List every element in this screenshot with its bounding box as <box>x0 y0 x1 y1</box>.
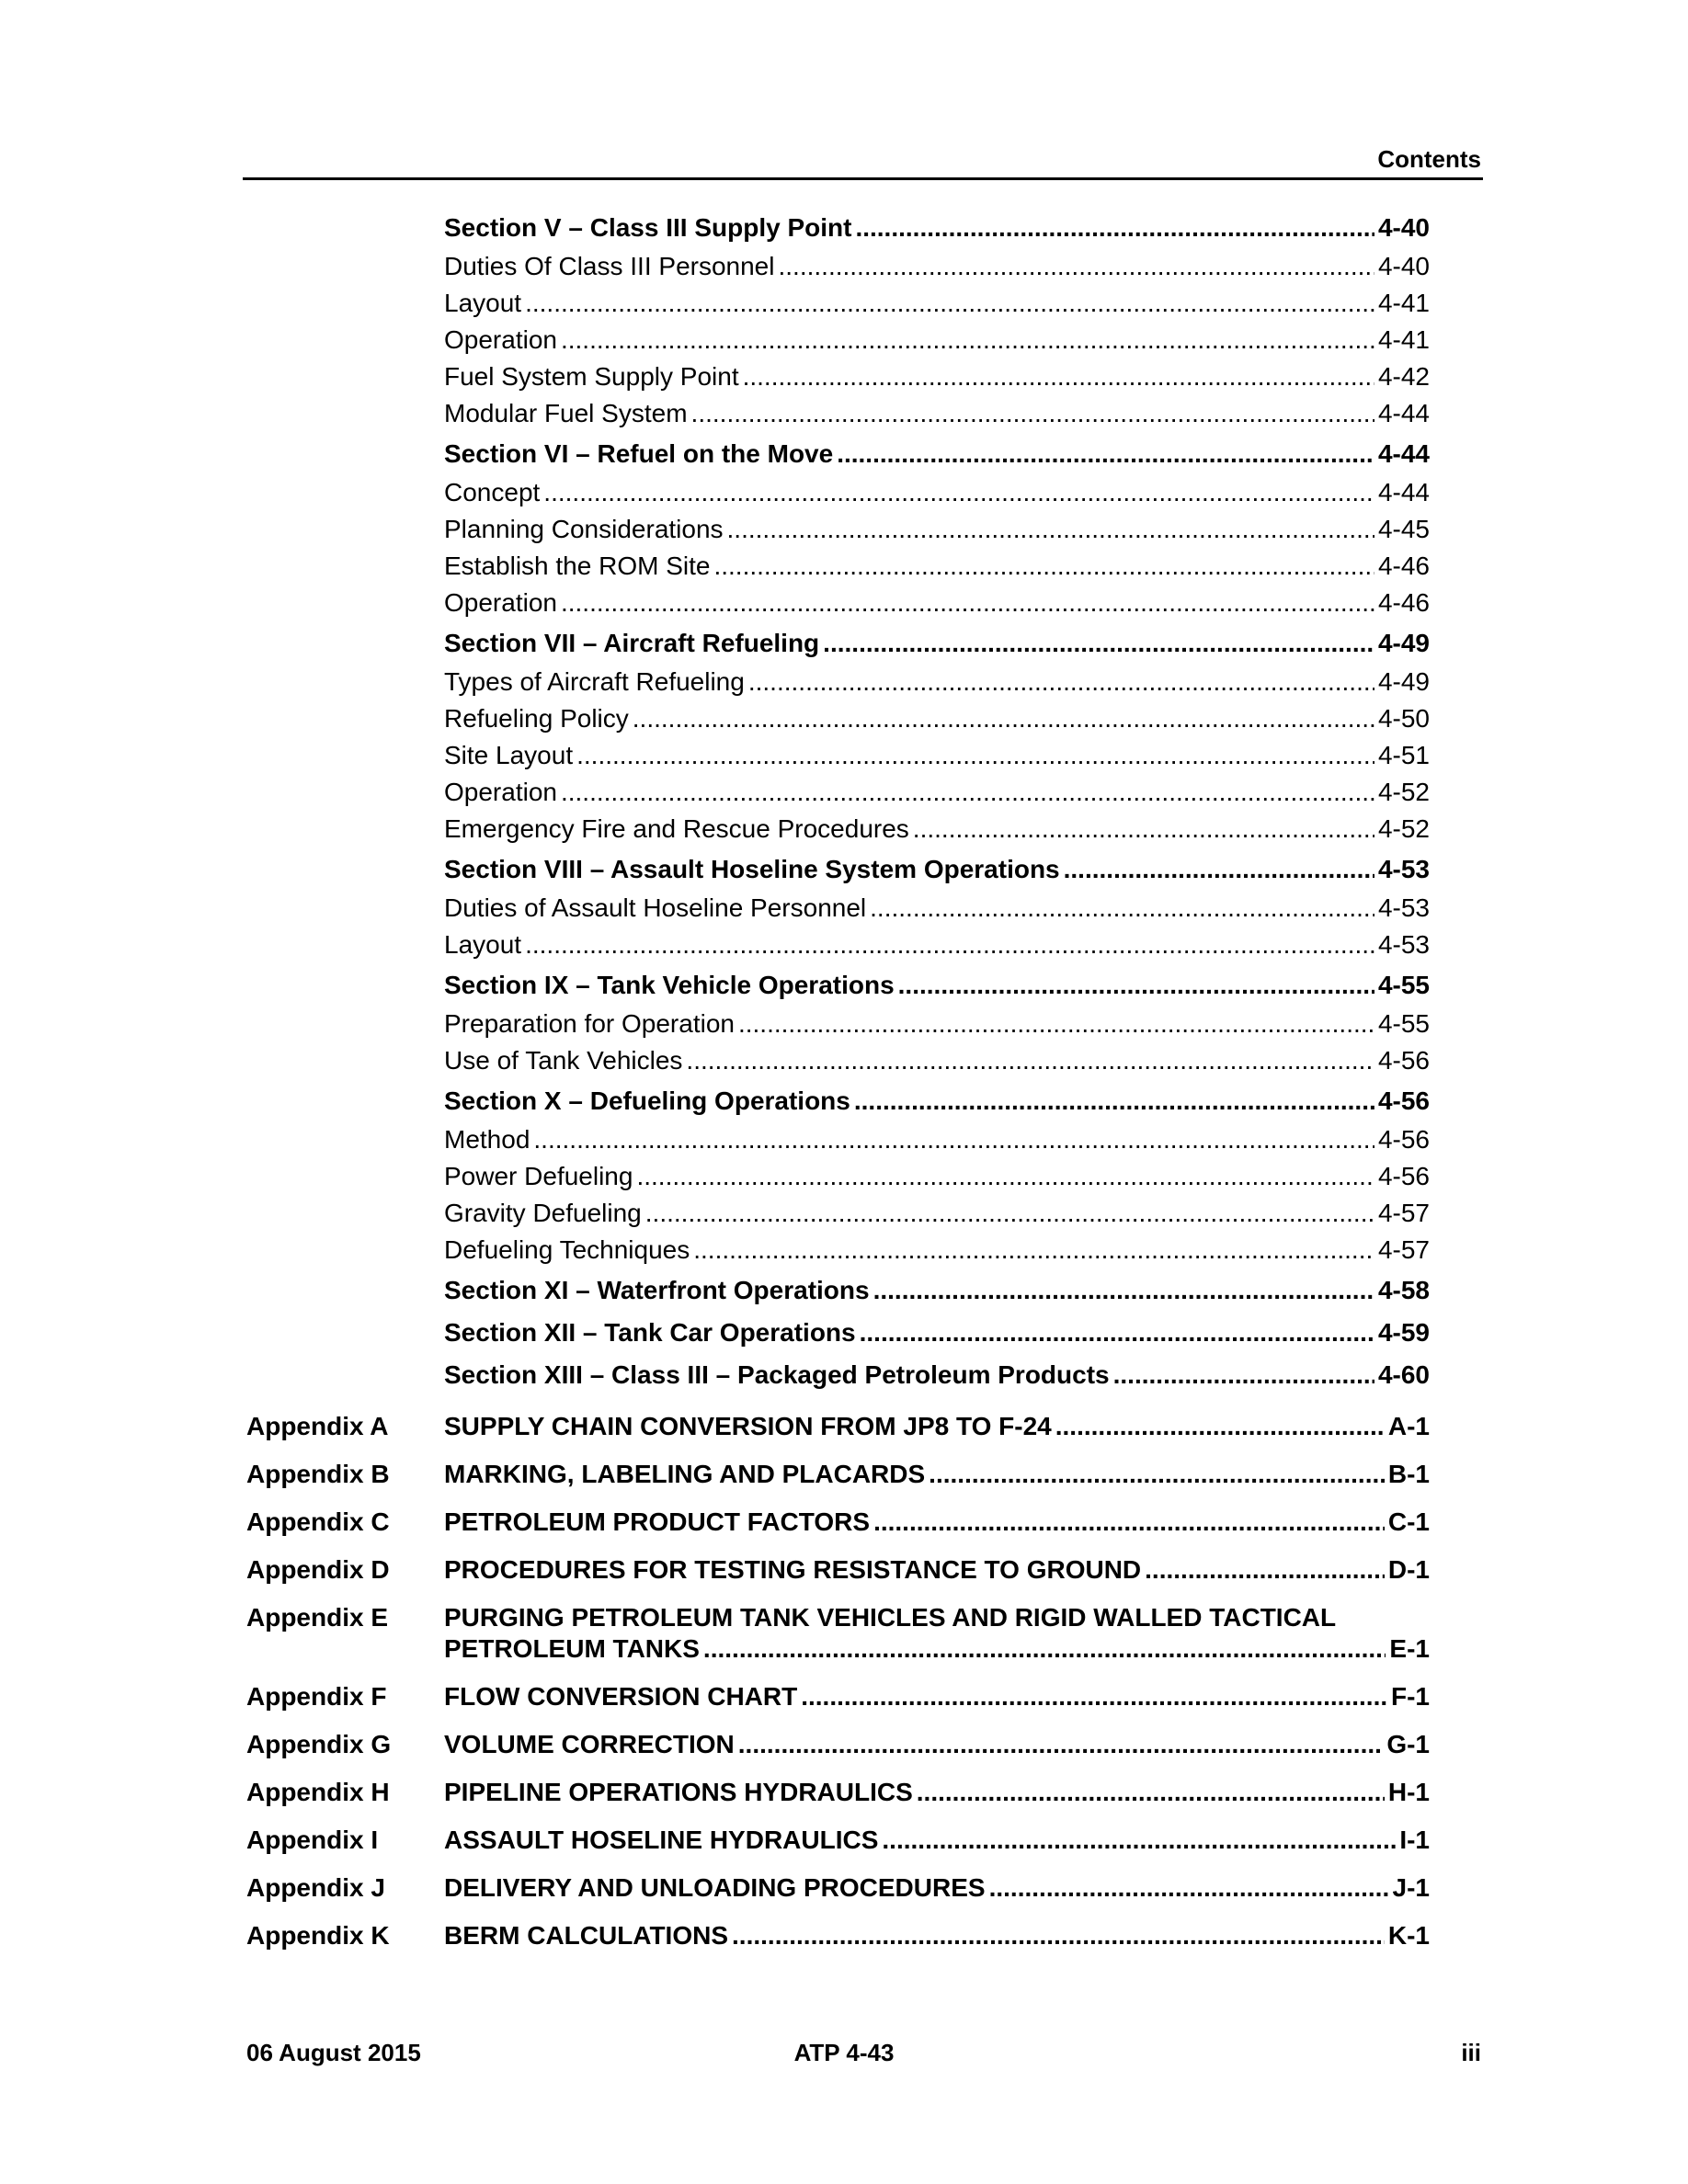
footer-date: 06 August 2015 <box>246 2039 421 2066</box>
toc-title: Concept <box>444 478 541 506</box>
toc-page: 4-53 <box>1377 930 1430 959</box>
toc-page: 4-42 <box>1377 362 1430 391</box>
appendix-page: F-1 <box>1391 1682 1430 1711</box>
toc-item <box>0 588 1688 625</box>
toc-title: Planning Considerations <box>444 515 724 543</box>
appendix-title: MARKING, LABELING AND PLACARDS <box>444 1460 926 1488</box>
toc-section <box>0 967 1688 1009</box>
toc-item <box>0 478 1688 515</box>
appendix-title: PROCEDURES FOR TESTING RESISTANCE TO GROUND <box>444 1555 1142 1584</box>
appendix-title: DELIVERY AND UNLOADING PROCEDURES <box>444 1873 986 1902</box>
toc-item <box>0 704 1688 741</box>
appendix-entry <box>0 1452 1688 1500</box>
toc-title: Section VIII – Assault Hoseline System Operations <box>444 855 1060 883</box>
toc-page: 4-44 <box>1377 478 1430 506</box>
appendix-title: VOLUME CORRECTION <box>444 1730 735 1758</box>
dot-leader <box>738 1730 1384 1759</box>
appendix-page: I-1 <box>1399 1826 1430 1854</box>
toc-section <box>0 1357 1688 1399</box>
dot-leader <box>727 515 1374 544</box>
toc-page: 4-52 <box>1377 778 1430 806</box>
appendix-entry <box>0 1914 1688 1962</box>
toc-page: 4-52 <box>1377 814 1430 843</box>
toc-title: Use of Tank Vehicles <box>444 1046 683 1075</box>
appendix-entry <box>0 1596 1688 1675</box>
toc-page: 4-57 <box>1377 1235 1430 1264</box>
toc-page: 4-58 <box>1377 1276 1430 1304</box>
toc-title: Operation <box>444 325 557 354</box>
dot-leader <box>691 399 1374 428</box>
toc-page: 4-49 <box>1377 667 1430 696</box>
toc-title: Section XIII – Class III – Packaged Petroleum Products <box>444 1360 1110 1389</box>
dot-leader <box>748 667 1374 697</box>
toc-item <box>0 325 1688 362</box>
dot-leader <box>1064 855 1374 884</box>
appendix-label: Appendix H <box>246 1778 390 1806</box>
appendix-label: Appendix E <box>246 1603 389 1632</box>
toc-item <box>0 289 1688 325</box>
dot-leader <box>561 778 1374 807</box>
appendix-label: Appendix J <box>246 1873 385 1902</box>
dot-leader <box>860 1318 1374 1348</box>
toc-item <box>0 893 1688 930</box>
toc-page: 4-55 <box>1377 971 1430 999</box>
table-of-contents <box>0 210 1688 1962</box>
dot-leader <box>929 1460 1385 1489</box>
dot-leader <box>732 1921 1385 1951</box>
dot-leader <box>898 971 1374 1000</box>
appendix-entry <box>0 1723 1688 1770</box>
appendix-title: ASSAULT HOSELINE HYDRAULICS <box>444 1826 879 1854</box>
toc-title: Operation <box>444 588 557 617</box>
dot-leader <box>533 1125 1374 1155</box>
toc-title: Section XI – Waterfront Operations <box>444 1276 870 1304</box>
toc-page: 4-60 <box>1377 1360 1430 1389</box>
appendix-page: B-1 <box>1387 1460 1430 1488</box>
appendix-page: E-1 <box>1389 1634 1430 1663</box>
dot-leader <box>543 478 1374 507</box>
toc-page: 4-53 <box>1377 855 1430 883</box>
dot-leader <box>778 252 1374 281</box>
toc-page: 4-41 <box>1377 289 1430 317</box>
dot-leader <box>703 1634 1386 1664</box>
appendix-label: Appendix G <box>246 1730 392 1758</box>
toc-title: Modular Fuel System <box>444 399 688 427</box>
toc-title: Section IX – Tank Vehicle Operations <box>444 971 895 999</box>
appendix-label: Appendix C <box>246 1507 390 1536</box>
toc-section <box>0 1272 1688 1314</box>
dot-leader <box>561 588 1374 618</box>
toc-title: Layout <box>444 289 522 317</box>
appendix-label: Appendix B <box>246 1460 390 1488</box>
toc-title: Duties Of Class III Personnel <box>444 252 775 280</box>
dot-leader <box>645 1199 1374 1228</box>
toc-title: Section VI – Refuel on the Move <box>444 439 834 468</box>
toc-section <box>0 625 1688 667</box>
toc-item <box>0 1199 1688 1235</box>
appendix-label: Appendix D <box>246 1555 390 1584</box>
toc-item <box>0 362 1688 399</box>
toc-title: Power Defueling <box>444 1162 633 1190</box>
toc-item <box>0 778 1688 814</box>
toc-page: 4-53 <box>1377 893 1430 922</box>
toc-item <box>0 930 1688 967</box>
appendix-page: D-1 <box>1387 1555 1430 1584</box>
dot-leader <box>525 930 1374 960</box>
toc-item <box>0 399 1688 436</box>
toc-title: Layout <box>444 930 522 959</box>
toc-title: Fuel System Supply Point <box>444 362 739 391</box>
toc-title: Section XII – Tank Car Operations <box>444 1318 856 1347</box>
dot-leader <box>837 439 1374 469</box>
appendix-title: SUPPLY CHAIN CONVERSION FROM JP8 TO F-24 <box>444 1412 1052 1440</box>
toc-title: Refueling Policy <box>444 704 629 733</box>
dot-leader <box>633 704 1374 734</box>
appendix-title: FLOW CONVERSION CHART <box>444 1682 798 1711</box>
dot-leader <box>1113 1360 1374 1390</box>
toc-item <box>0 741 1688 778</box>
dot-leader <box>801 1682 1387 1712</box>
toc-page: 4-56 <box>1377 1162 1430 1190</box>
appendix-title: PETROLEUM TANKS <box>444 1634 700 1663</box>
appendix-label: Appendix I <box>246 1826 379 1854</box>
dot-leader <box>713 552 1374 581</box>
appendix-entry <box>0 1405 1688 1452</box>
dot-leader <box>873 1507 1385 1537</box>
appendix-label: Appendix F <box>246 1682 387 1711</box>
toc-title: Section X – Defueling Operations <box>444 1086 850 1115</box>
toc-page: 4-46 <box>1377 552 1430 580</box>
dot-leader <box>576 741 1374 770</box>
footer-page-number: iii <box>1461 2039 1481 2066</box>
toc-page: 4-40 <box>1377 252 1430 280</box>
dot-leader <box>855 213 1374 243</box>
appendix-page: K-1 <box>1387 1921 1430 1950</box>
dot-leader <box>913 814 1374 844</box>
dot-leader <box>561 325 1374 355</box>
header-rule <box>243 177 1483 180</box>
toc-item <box>0 1162 1688 1199</box>
toc-item <box>0 1235 1688 1272</box>
appendix-entry <box>0 1675 1688 1723</box>
toc-title: Gravity Defueling <box>444 1199 642 1227</box>
footer-document-number: ATP 4-43 <box>793 2039 895 2066</box>
dot-leader <box>870 893 1374 923</box>
toc-title: Preparation for Operation <box>444 1009 735 1038</box>
toc-item <box>0 667 1688 704</box>
toc-page: 4-45 <box>1377 515 1430 543</box>
toc-page: 4-55 <box>1377 1009 1430 1038</box>
toc-section <box>0 436 1688 478</box>
toc-title: Establish the ROM Site <box>444 552 711 580</box>
toc-page: 4-50 <box>1377 704 1430 733</box>
toc-item <box>0 1009 1688 1046</box>
appendix-entry <box>0 1866 1688 1914</box>
toc-title: Emergency Fire and Rescue Procedures <box>444 814 909 843</box>
toc-section <box>0 1314 1688 1357</box>
toc-title: Site Layout <box>444 741 574 769</box>
toc-page: 4-56 <box>1377 1125 1430 1154</box>
appendix-page: G-1 <box>1386 1730 1430 1758</box>
dot-leader <box>636 1162 1374 1191</box>
toc-title: Section V – Class III Supply Point <box>444 213 852 242</box>
appendix-entry <box>0 1770 1688 1818</box>
appendix-label: Appendix A <box>246 1412 389 1440</box>
toc-page: 4-56 <box>1377 1046 1430 1075</box>
toc-item <box>0 552 1688 588</box>
toc-title: Method <box>444 1125 530 1154</box>
appendix-title: PIPELINE OPERATIONS HYDRAULICS <box>444 1778 913 1806</box>
toc-page: 4-57 <box>1377 1199 1430 1227</box>
appendix-label: Appendix K <box>246 1921 390 1950</box>
toc-page: 4-44 <box>1377 439 1430 468</box>
toc-section <box>0 1083 1688 1125</box>
toc-page: 4-49 <box>1377 629 1430 657</box>
dot-leader <box>989 1873 1389 1903</box>
dot-leader <box>1145 1555 1385 1585</box>
dot-leader <box>525 289 1374 318</box>
appendix-title-line1: PURGING PETROLEUM TANK VEHICLES AND RIGID WALLED TACTICAL <box>444 1603 1337 1632</box>
toc-title: Operation <box>444 778 557 806</box>
page-header-title: Contents <box>1377 145 1481 173</box>
appendix-title: BERM CALCULATIONS <box>444 1921 729 1950</box>
dot-leader <box>738 1009 1374 1039</box>
appendix-entry <box>0 1818 1688 1866</box>
appendix-page: H-1 <box>1387 1778 1430 1806</box>
toc-page: 4-44 <box>1377 399 1430 427</box>
appendix-page: C-1 <box>1387 1507 1430 1536</box>
toc-section <box>0 210 1688 252</box>
toc-page: 4-40 <box>1377 213 1430 242</box>
toc-section <box>0 851 1688 893</box>
toc-item <box>0 1125 1688 1162</box>
toc-page: 4-51 <box>1377 741 1430 769</box>
appendix-title: PETROLEUM PRODUCT FACTORS <box>444 1507 871 1536</box>
dot-leader <box>743 362 1374 392</box>
toc-page: 4-59 <box>1377 1318 1430 1347</box>
toc-item <box>0 515 1688 552</box>
toc-title: Defueling Techniques <box>444 1235 690 1264</box>
toc-item <box>0 252 1688 289</box>
dot-leader <box>686 1046 1374 1075</box>
dot-leader <box>693 1235 1374 1265</box>
toc-title: Section VII – Aircraft Refueling <box>444 629 820 657</box>
toc-page: 4-46 <box>1377 588 1430 617</box>
toc-item <box>0 814 1688 851</box>
toc-page: 4-56 <box>1377 1086 1430 1115</box>
dot-leader <box>917 1778 1385 1807</box>
dot-leader <box>1055 1412 1385 1441</box>
toc-title: Duties of Assault Hoseline Personnel <box>444 893 867 922</box>
dot-leader <box>823 629 1374 658</box>
toc-item <box>0 1046 1688 1083</box>
toc-title: Types of Aircraft Refueling <box>444 667 745 696</box>
dot-leader <box>854 1086 1374 1116</box>
appendix-page: J-1 <box>1392 1873 1430 1902</box>
dot-leader <box>873 1276 1374 1305</box>
appendix-entry <box>0 1500 1688 1548</box>
toc-page: 4-41 <box>1377 325 1430 354</box>
appendix-entry <box>0 1548 1688 1596</box>
appendix-page: A-1 <box>1387 1412 1430 1440</box>
dot-leader <box>882 1826 1396 1855</box>
